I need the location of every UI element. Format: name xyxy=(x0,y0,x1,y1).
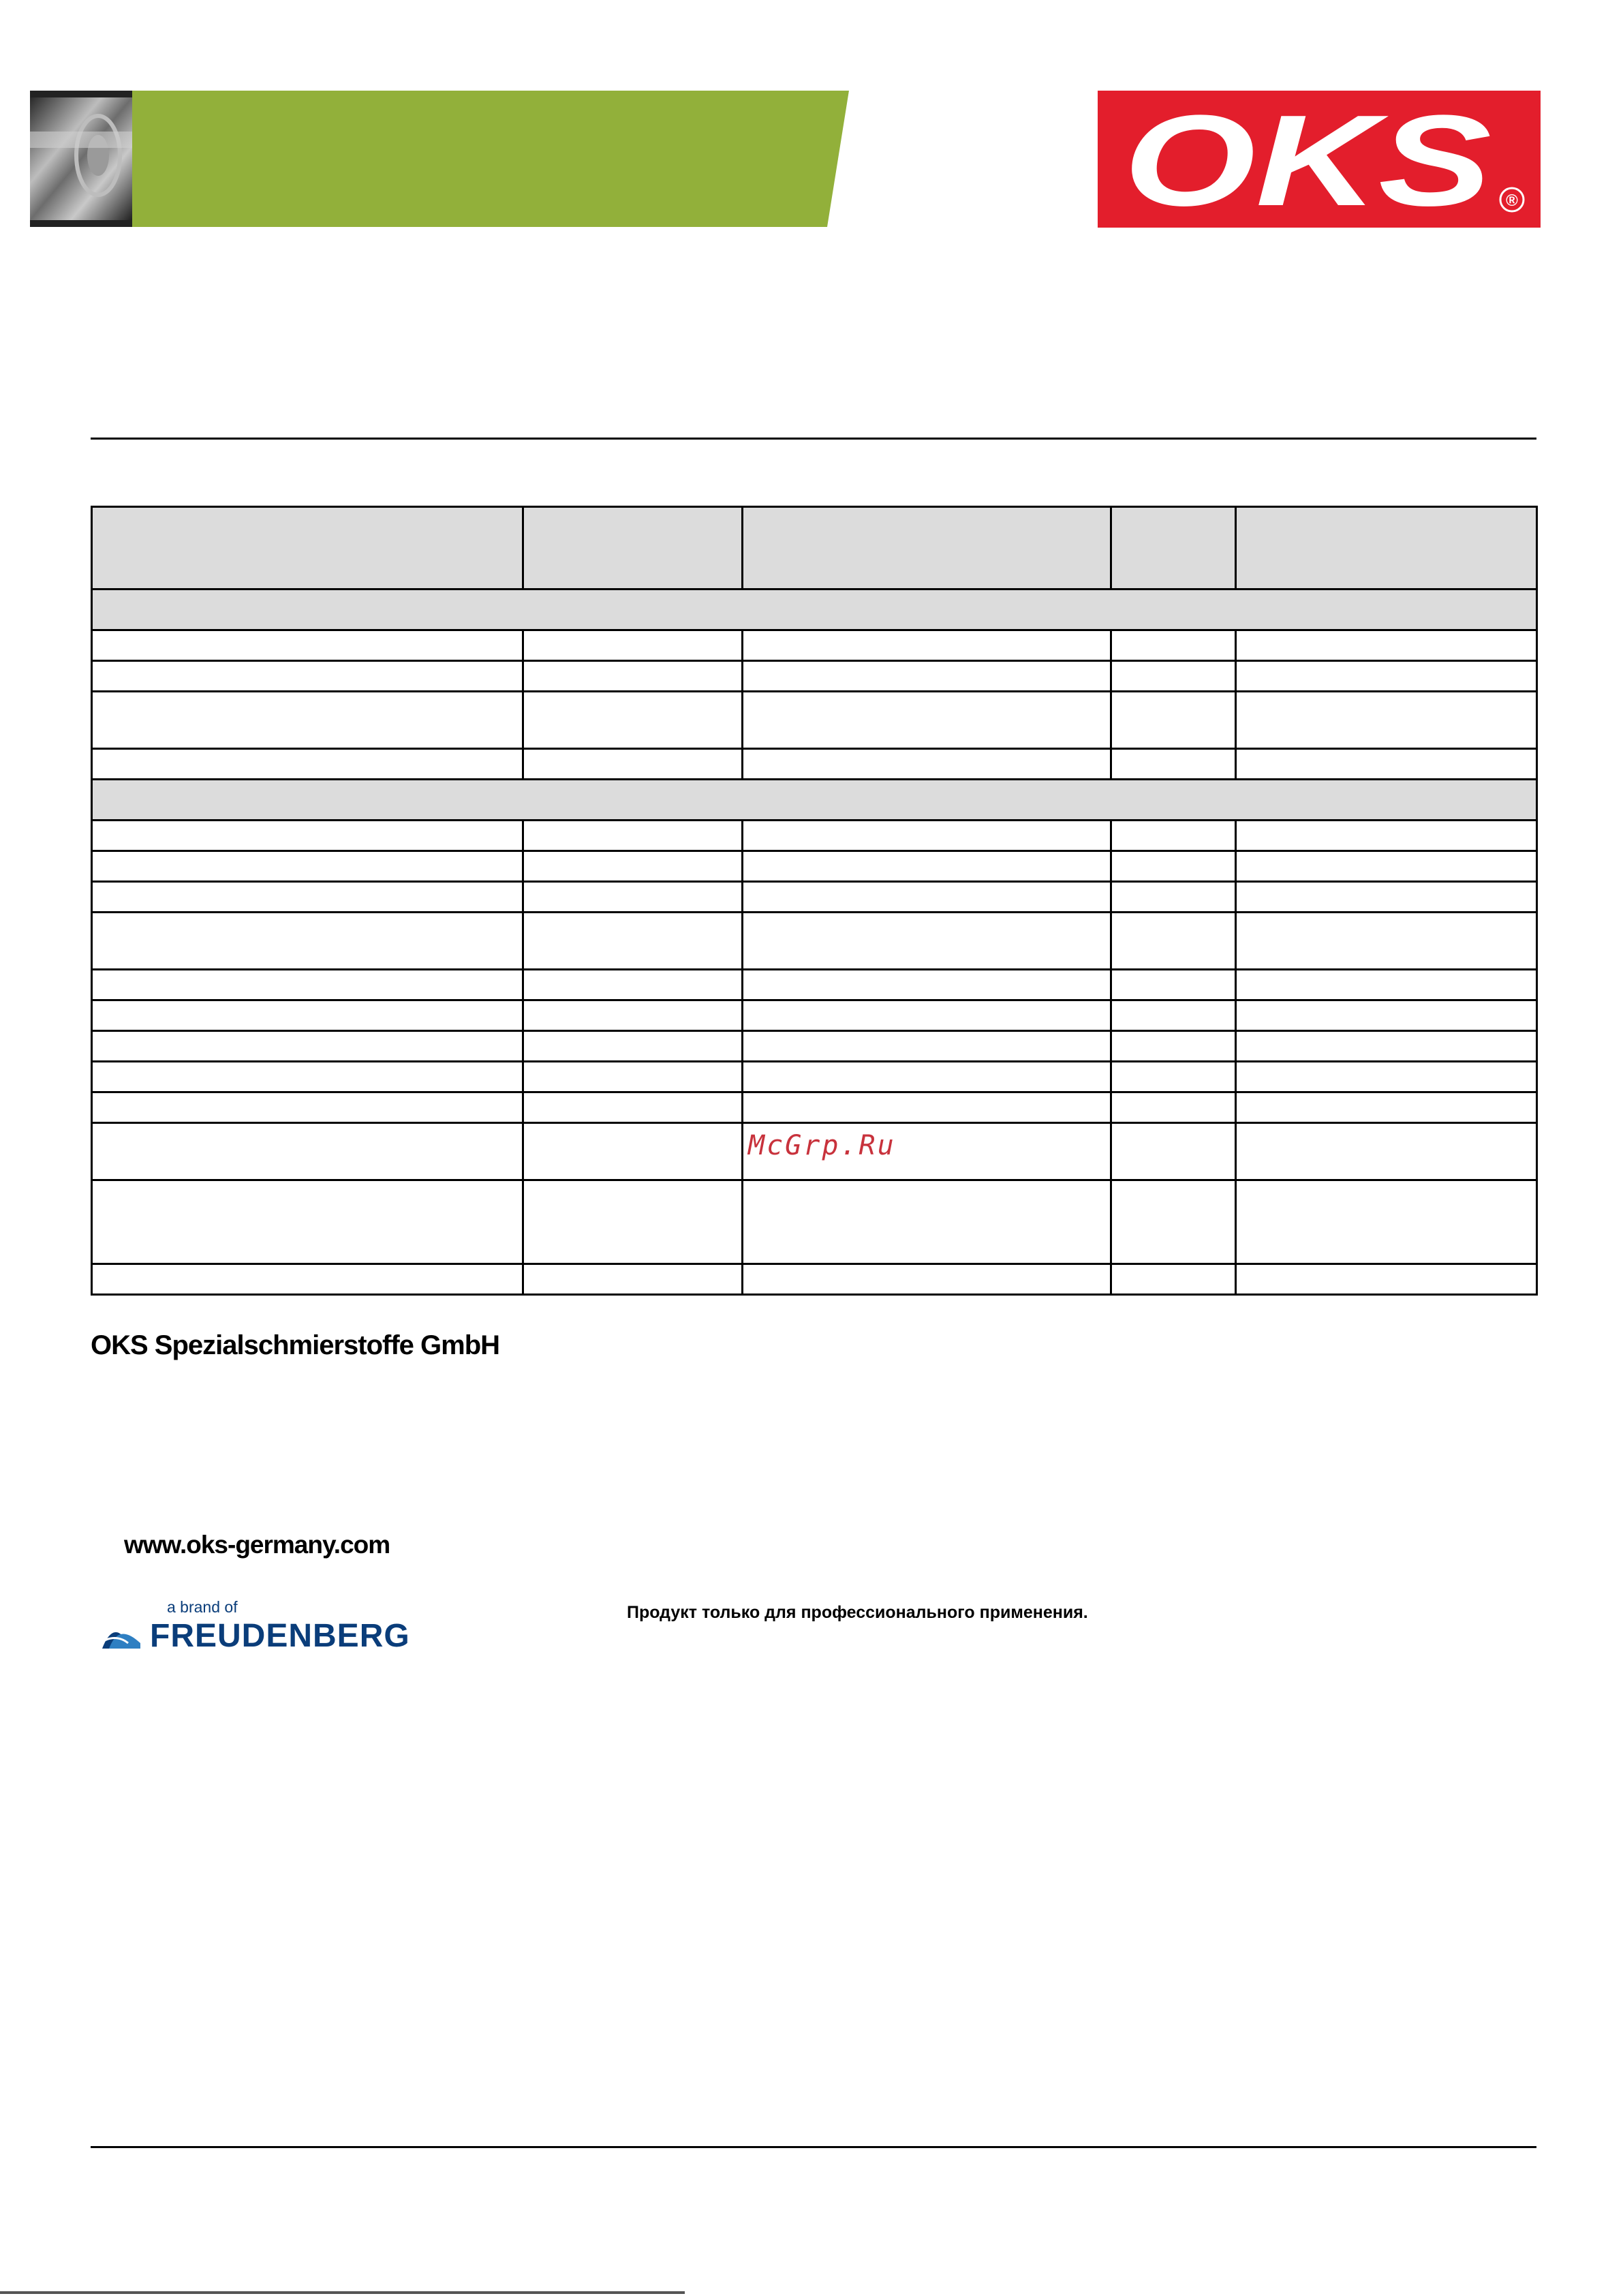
table-row xyxy=(92,692,1537,749)
table-cell xyxy=(1111,692,1236,749)
table-cell xyxy=(1236,1123,1537,1180)
table-cell xyxy=(1236,1031,1537,1062)
table-cell xyxy=(743,1180,1111,1264)
table-cell xyxy=(1111,851,1236,882)
table-cell xyxy=(523,913,743,970)
oks-logo xyxy=(1098,91,1541,228)
table-cell xyxy=(743,749,1111,780)
table-row xyxy=(92,1031,1537,1062)
table-cell xyxy=(1236,970,1537,1000)
table-cell xyxy=(1236,661,1537,692)
table-cell xyxy=(92,1123,523,1180)
table-cell xyxy=(92,692,523,749)
header-photo xyxy=(30,91,132,227)
table-cell xyxy=(1111,913,1236,970)
table-cell xyxy=(1111,661,1236,692)
professional-use-notice: Продукт только для профессионального применения. xyxy=(627,1603,1088,1622)
company-name: OKS Spezialschmierstoffe GmbH xyxy=(91,1330,500,1360)
column-header xyxy=(1236,507,1537,590)
table-cell xyxy=(743,692,1111,749)
table-cell xyxy=(743,1000,1111,1031)
table-cell xyxy=(523,692,743,749)
section-heading xyxy=(92,590,1537,630)
table-cell xyxy=(1111,1123,1236,1180)
table-cell xyxy=(1236,630,1537,661)
table-cell xyxy=(1111,821,1236,851)
table-cell xyxy=(523,661,743,692)
table-row xyxy=(92,1264,1537,1295)
table-cell xyxy=(523,1031,743,1062)
table-cell xyxy=(1111,970,1236,1000)
section-heading xyxy=(92,780,1537,821)
header-banner xyxy=(30,91,849,227)
table-cell xyxy=(1111,1031,1236,1062)
table-cell xyxy=(523,630,743,661)
table-cell xyxy=(92,1031,523,1062)
table-cell xyxy=(743,1062,1111,1092)
table-row xyxy=(92,1092,1537,1123)
table-row xyxy=(92,1180,1537,1264)
table-cell xyxy=(1111,1062,1236,1092)
footer-bar xyxy=(0,2291,685,2294)
table-cell xyxy=(1236,1180,1537,1264)
table-cell xyxy=(523,851,743,882)
table-cell xyxy=(1111,1180,1236,1264)
table-cell xyxy=(1111,1000,1236,1031)
table-cell xyxy=(92,661,523,692)
column-header xyxy=(743,507,1111,590)
table-cell xyxy=(743,630,1111,661)
table-cell xyxy=(743,821,1111,851)
table-cell xyxy=(523,1180,743,1264)
registered-mark: ® xyxy=(1506,192,1518,210)
table-cell xyxy=(743,970,1111,1000)
oks-logo-text: OKS xyxy=(1124,91,1491,228)
table-cell xyxy=(523,1000,743,1031)
bottom-divider xyxy=(91,2146,1536,2148)
table-cell xyxy=(743,1092,1111,1123)
table-cell xyxy=(743,661,1111,692)
table-row xyxy=(92,851,1537,882)
section-heading-row xyxy=(92,590,1537,630)
table-cell xyxy=(92,1092,523,1123)
table-row xyxy=(92,821,1537,851)
table-cell xyxy=(92,913,523,970)
data-table xyxy=(91,506,1538,1296)
section-heading-row xyxy=(92,780,1537,821)
table-cell xyxy=(92,970,523,1000)
table-cell xyxy=(1236,821,1537,851)
freudenberg-wordmark: FREUDENBERG xyxy=(150,1618,410,1654)
column-header xyxy=(92,507,523,590)
freudenberg-logo xyxy=(101,1617,410,1655)
table-row xyxy=(92,630,1537,661)
table-cell xyxy=(92,821,523,851)
table-cell xyxy=(92,1180,523,1264)
table-cell xyxy=(92,1000,523,1031)
table-cell xyxy=(1111,882,1236,913)
website-link[interactable]: www.oks-germany.com xyxy=(124,1531,390,1559)
table-cell xyxy=(1236,851,1537,882)
table-row xyxy=(92,913,1537,970)
table-cell xyxy=(92,630,523,661)
table-cell xyxy=(523,1092,743,1123)
table-cell xyxy=(523,1123,743,1180)
table-cell xyxy=(743,913,1111,970)
table-row xyxy=(92,749,1537,780)
table-cell xyxy=(1111,1264,1236,1295)
table-cell xyxy=(1236,913,1537,970)
table-cell xyxy=(743,851,1111,882)
table-row xyxy=(92,970,1537,1000)
table-cell xyxy=(1236,1062,1537,1092)
table-cell xyxy=(743,1031,1111,1062)
green-band xyxy=(132,91,849,227)
table-header-row xyxy=(92,507,1537,590)
table-row xyxy=(92,1000,1537,1031)
freudenberg-wave-icon xyxy=(101,1623,142,1650)
table-cell xyxy=(523,882,743,913)
table-row xyxy=(92,1062,1537,1092)
table-cell xyxy=(523,1264,743,1295)
table-cell xyxy=(1236,749,1537,780)
table-row xyxy=(92,882,1537,913)
column-header xyxy=(1111,507,1236,590)
brand-tagline: a brand of xyxy=(167,1598,238,1616)
table-cell xyxy=(1236,1000,1537,1031)
table-cell xyxy=(92,749,523,780)
table-cell xyxy=(1236,882,1537,913)
table-cell xyxy=(92,1264,523,1295)
table-cell xyxy=(523,749,743,780)
table-cell xyxy=(92,851,523,882)
table-cell xyxy=(92,882,523,913)
column-header xyxy=(523,507,743,590)
table-cell xyxy=(1236,1092,1537,1123)
table-cell xyxy=(523,970,743,1000)
table-cell xyxy=(743,882,1111,913)
table-row xyxy=(92,661,1537,692)
table-cell xyxy=(1111,1092,1236,1123)
watermark: McGrp.Ru xyxy=(748,1130,896,1161)
table-cell xyxy=(1236,1264,1537,1295)
table-cell xyxy=(743,1264,1111,1295)
table-cell xyxy=(1236,692,1537,749)
table-cell xyxy=(1111,749,1236,780)
table-cell xyxy=(1111,630,1236,661)
table-cell xyxy=(92,1062,523,1092)
top-divider xyxy=(91,438,1536,440)
table-cell xyxy=(523,821,743,851)
table-cell xyxy=(523,1062,743,1092)
